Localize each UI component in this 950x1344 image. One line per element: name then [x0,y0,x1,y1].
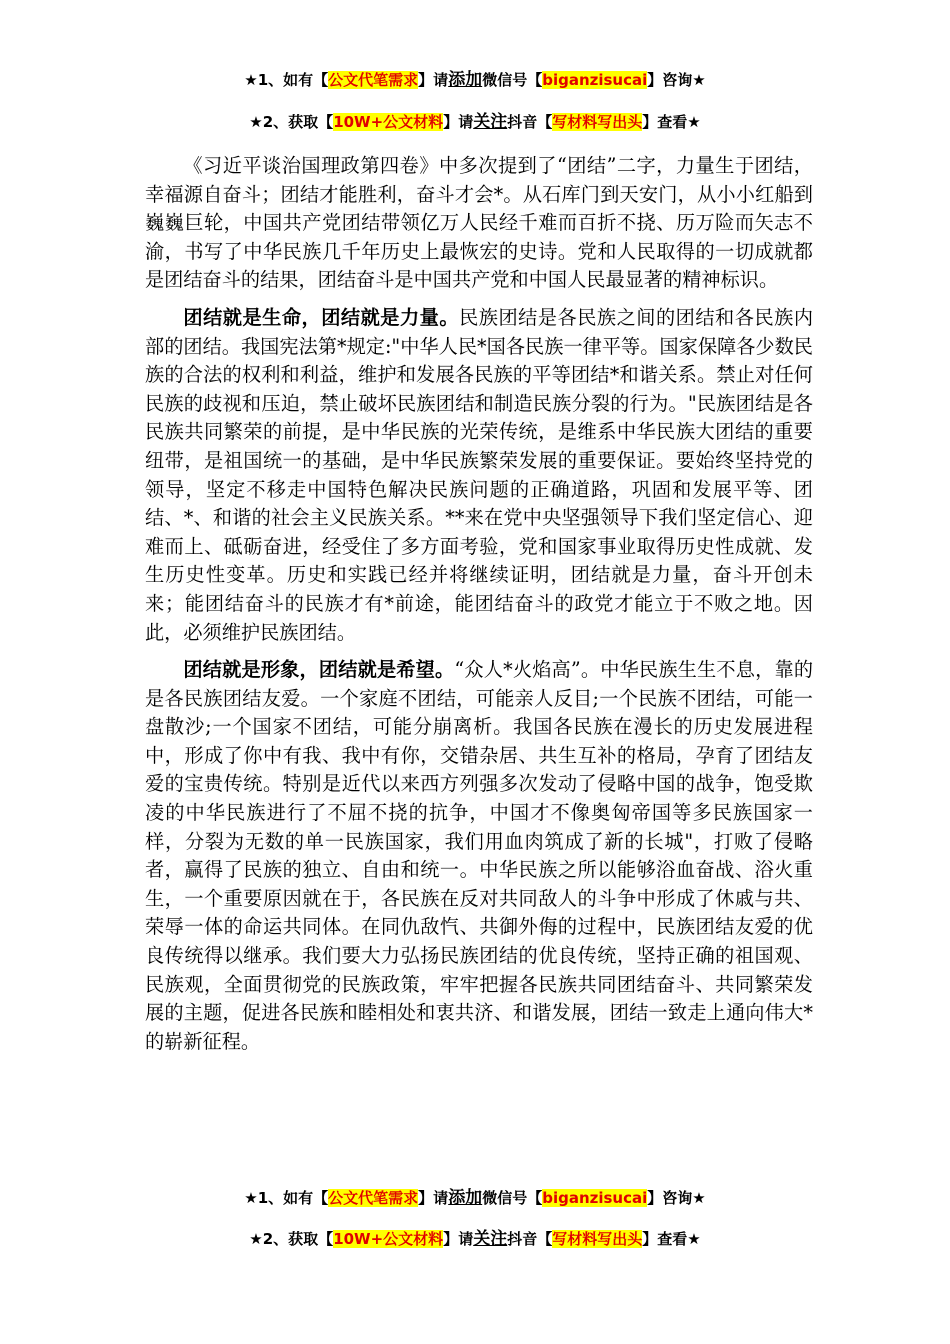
paragraph-unity-life [145,304,813,647]
promo-suffix: 】咨询★ [647,71,706,89]
promo-prefix: ★2、获取【 [249,1230,334,1248]
promo-underlined: 关注 [473,1229,508,1249]
paragraph-text: 民族团结是各民族之间的团结和各民族内部的团结。我国宪法第*规定:"中华人民*国各民族一律平等。国家保障各少数民族的合法的权利和利益，维护和发展各民族的平等团结*和谐关系。禁止对任何民族的歧视和压迫，禁止破坏民族团结和制造民族分裂的行为。"民族团结是各民族共同繁荣的前提，是中华民族的光荣传统，是维系中华民族大团结的重要纽带，是祖国统一的基础，是中华民族繁荣发展的重要保证。要始终坚持党的领导，坚定不移走中国特色解决民族问题的正确道路，巩固和发展平等、团结、*、和谐的社会主义民族关系。**来在党中央坚强领导下我们坚定信心、迎难而上、砥砺奋进，经受住了多方面考验，党和国家事业取得历史性成就、发生历史性变革。历史和实践已经并将继续证明，团结就是力量，奋斗开创未来；能团结奋斗的民族才有*前途，能团结奋斗的政党才能立于不败之地。因此，必须维护民族团结。 [145,305,814,644]
promo-text: 】请 [418,71,449,89]
promo-text: 】请 [443,113,474,131]
promo-prefix: ★2、获取【 [249,113,334,131]
promo-highlight: 公文代笔需求 [328,71,419,89]
paragraph-unity-image [145,656,813,1056]
promo-prefix: ★1、如有【 [244,1189,329,1207]
promo-highlight: 写材料写出头 [552,1230,643,1248]
promo-highlight: 10W+公文材料 [333,113,444,131]
promo-suffix: 】查看★ [642,113,701,131]
promo-underlined: 添加 [448,70,483,90]
promo-highlight: biganzisucai [542,71,648,89]
promo-text: 微信号【 [482,71,543,89]
paragraph-lead: 团结就是形象，团结就是希望。 [183,658,455,682]
promo-suffix: 】咨询★ [647,1189,706,1207]
promo-line-1-bottom [0,1187,950,1209]
promo-highlight: 写材料写出头 [552,113,643,131]
promo-text: 微信号【 [482,1189,543,1207]
promo-underlined: 关注 [473,112,508,132]
paragraph-text: 《习近平谈治国理政第四卷》中多次提到了“团结”二字，力量生于团结，幸福源自奋斗；团结才能胜利，奋斗才会*。从石库门到天安门，从小小红船到巍巍巨轮，中国共产党团结带领亿万人民经千难而百折不挠、历万险而矢志不渝，书写了中华民族几千年历史上最恢宏的史诗。党和人民取得的一切成就都是团结奋斗的结果，团结奋斗是中国共产党和中国人民最显著的精神标识。 [145,154,813,292]
promo-text: 抖音【 [507,1230,553,1248]
promo-text: 抖音【 [507,113,553,131]
promo-suffix: 】查看★ [642,1230,701,1248]
paragraph-lead: 团结就是生命，团结就是力量。 [183,305,460,329]
promo-text: 】请 [443,1230,474,1248]
promo-highlight: 10W+公文材料 [333,1230,444,1248]
document-body [145,152,813,1065]
paragraph-text: “众人*火焰高”。中华民族生生不息，靠的是各民族团结友爱。一个家庭不团结，可能亲人反目;一个民族不团结，可能一盘散沙;一个国家不团结，可能分崩离析。我国各民族在漫长的历史发展进程中，形成了你中有我、我中有你，交错杂居、共生互补的格局，孕育了团结友爱的宝贵传统。特别是近代以来西方列强多次发动了侵略中国的战争，饱受欺凌的中华民族进行了不屈不挠的抗争，中国才不像奥匈帝国等多民族国家一样，分裂为无数的单一民族国家，我们用血肉筑成了新的长城"，打败了侵略者，赢得了民族的独立、自由和统一。中华民族之所以能够浴血奋战、浴火重生，一个重要原因就在于，各民族在反对共同敌人的斗争中形成了休戚与共、荣辱一体的命运共同体。在同仇敌忾、共御外侮的过程中，民族团结友爱的优良传统得以继承。我们要大力弘扬民族团结的优良传统，坚持正确的祖国观、民族观，全面贯彻党的民族政策，牢牢把握各民族共同团结奋斗、共同繁荣发展的主题，促进各民族和睦相处和衷共济、和谐发展，团结一致走上通向伟大*的崭新征程。 [145,658,814,1053]
paragraph-intro [145,152,813,295]
promo-highlight: 公文代笔需求 [328,1189,419,1207]
promo-prefix: ★1、如有【 [244,71,329,89]
promo-text: 】请 [418,1189,449,1207]
promo-line-2-bottom [0,1228,950,1250]
promo-highlight: biganzisucai [542,1189,648,1207]
promo-underlined: 添加 [448,1188,483,1208]
promo-line-1-top [0,69,950,91]
promo-line-2-top [0,111,950,133]
